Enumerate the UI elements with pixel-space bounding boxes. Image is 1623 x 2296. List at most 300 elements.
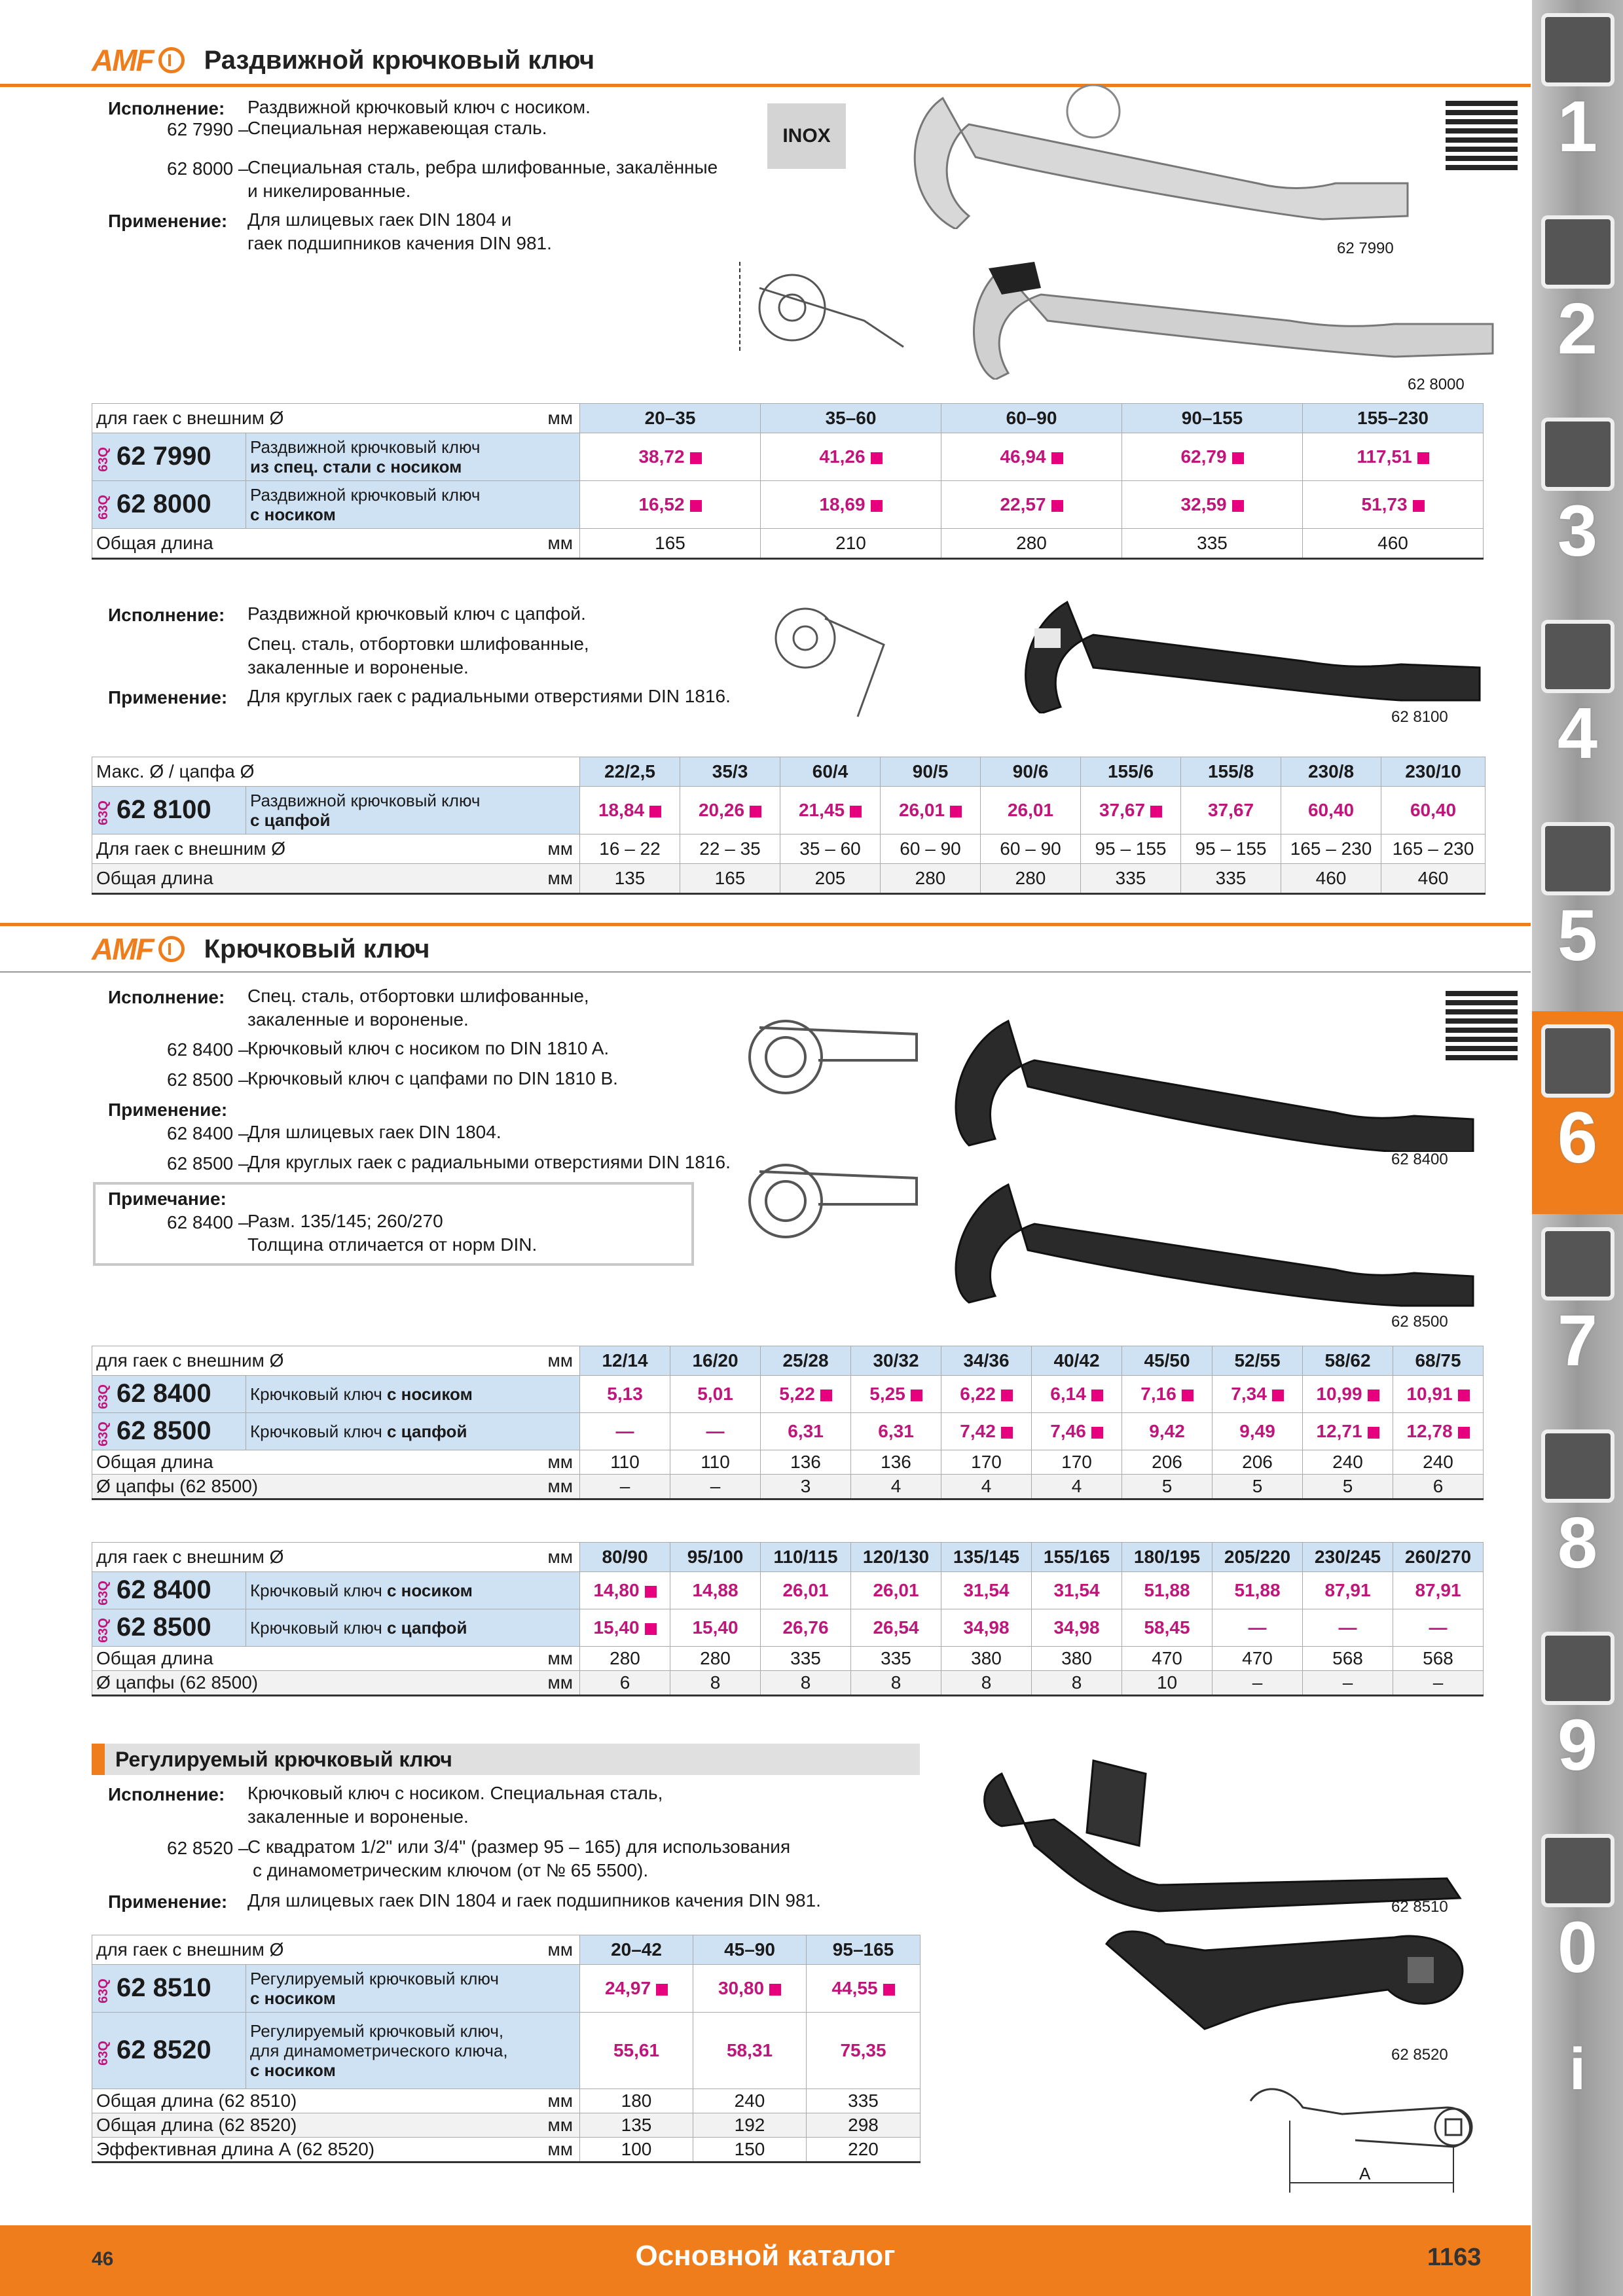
price: 60,40 [1410, 800, 1457, 820]
price: 26,01 [898, 800, 945, 820]
image-caption: 62 8510 [1391, 1898, 1448, 1916]
amf-logo-icon [158, 47, 185, 73]
sidebar-chapter-7[interactable] [1532, 1214, 1623, 1416]
size-col: 22/2,5 [580, 757, 680, 787]
size-col: 16/20 [670, 1346, 761, 1376]
execution-text: закаленные и вороненые. [247, 657, 469, 677]
sidebar-chapter-6[interactable] [1532, 1011, 1623, 1213]
product-name: Регулируемый крючковый ключ, [250, 2021, 504, 2041]
price: 22,57 [1000, 494, 1046, 514]
wrench-diagram-628500 [733, 1152, 923, 1244]
length: 460 [1303, 529, 1484, 559]
code-ref: 62 8400 – [167, 1039, 249, 1060]
qr-code-icon[interactable] [1446, 98, 1518, 170]
sidebar-chapter-4[interactable] [1532, 607, 1623, 809]
sidebar-chapter-3[interactable] [1532, 404, 1623, 607]
cell-value: 136 [851, 1450, 941, 1475]
table-row: 63Q 62 8400 Крючковый ключ с носиком 14,80 14,88 26,01 26,01 31,54 31,54 51,88 51,88 87,91 87,91 [92, 1572, 1484, 1609]
price-table-4 [92, 1542, 1484, 1696]
page-number-right: 1163 [1427, 2244, 1482, 2271]
chapter-number: 1 [1557, 86, 1598, 167]
col-head-label: для гаек с внешним Ø [96, 408, 284, 428]
size-col: 58/62 [1303, 1346, 1393, 1376]
row-label: Эффективная длина А (62 8520) [96, 2139, 375, 2159]
size-col: 40/42 [1032, 1346, 1122, 1376]
price: 31,54 [1053, 1580, 1100, 1600]
image-caption: 62 8100 [1391, 708, 1448, 726]
table-row [92, 2113, 921, 2138]
chapter-number: 4 [1557, 693, 1598, 774]
length: 280 [881, 864, 981, 894]
product-name: Крючковый ключ [250, 1618, 387, 1638]
subsection-title: Регулируемый крючковый ключ [115, 1748, 452, 1771]
cell-value: 4 [941, 1475, 1032, 1499]
price: — [1338, 1617, 1357, 1638]
row-label: Общая длина [96, 1452, 213, 1472]
chapter-number: 0 [1557, 1907, 1598, 1988]
image-caption: 62 8000 [1408, 376, 1465, 393]
nut-range: 35 – 60 [780, 834, 881, 864]
price: 31,54 [963, 1580, 1010, 1600]
table-row: 63Q 62 8520 Регулируемый крючковый ключ, для динамометрического ключа, с носиком 55,61 58,31 75,35 [92, 2013, 921, 2089]
length: 165 [580, 529, 761, 559]
application-text: Для шлицевых гаек DIN 1804 и [247, 209, 512, 230]
price: 62,79 [1180, 446, 1227, 467]
product-code: 62 8100 [117, 795, 211, 824]
length: 135 [580, 864, 680, 894]
product-name: Крючковый ключ [250, 1581, 387, 1600]
chapter-icon [1541, 1024, 1614, 1098]
application-text: Для круглых гаек с радиальными отверстиями DIN 1816. [247, 1152, 731, 1172]
cell-value: 8 [851, 1671, 941, 1696]
unit: мм [547, 2115, 574, 2135]
unit: мм [547, 1350, 574, 1371]
chapter-number: 2 [1557, 289, 1598, 370]
row-label: Общая длина (62 8520) [96, 2115, 297, 2135]
price: 60,40 [1307, 800, 1355, 820]
cell-value: 8 [1032, 1671, 1122, 1696]
product-name-bold: с носиком [250, 505, 336, 524]
price: 46,94 [1000, 446, 1046, 467]
nut-range: 165 – 230 [1281, 834, 1381, 864]
product-name: для динамометрического ключа, [250, 2041, 508, 2060]
chapter-number: 7 [1557, 1300, 1598, 1381]
table-row [92, 1671, 1484, 1696]
price: 9,42 [1149, 1421, 1185, 1441]
divider [0, 971, 1531, 973]
sidebar-chapter-9[interactable] [1532, 1619, 1623, 1821]
application-text: Для шлицевых гаек DIN 1804. [247, 1122, 501, 1142]
code-ref-text: Специальная сталь, ребра шлифованные, закалённые [247, 157, 718, 177]
size-col: 35–60 [761, 404, 941, 433]
label-execution: Исполнение: [108, 98, 225, 118]
cell-value: 335 [851, 1647, 941, 1671]
price: 18,69 [819, 494, 866, 514]
length: 460 [1281, 864, 1381, 894]
cell-value: 5 [1122, 1475, 1213, 1499]
product-code: 62 8400 [117, 1575, 211, 1604]
unit: мм [547, 1648, 574, 1668]
product-code: 62 8000 [117, 489, 211, 518]
chapter-icon [1541, 13, 1614, 86]
cell-value: 6 [580, 1671, 670, 1696]
nut-range: 165 – 230 [1381, 834, 1486, 864]
chapter-icon [1541, 1632, 1614, 1705]
code-ref-text: с динамометрическим ключом (от № 65 5500). [253, 1860, 649, 1880]
price: 87,91 [1324, 1580, 1371, 1600]
price: 117,51 [1357, 446, 1412, 467]
price: 20,26 [698, 800, 745, 820]
section-title: Раздвижной крючковый ключ [204, 45, 595, 75]
price: 26,54 [873, 1617, 919, 1638]
code-ref: 62 8000 – [167, 158, 249, 179]
length: 335 [1181, 864, 1281, 894]
cell-value: 568 [1303, 1647, 1393, 1671]
cell-value: 206 [1122, 1450, 1213, 1475]
cell-value: 10 [1122, 1671, 1213, 1696]
cell-value: 5 [1213, 1475, 1303, 1499]
row-label: Ø цапфы (62 8500) [96, 1476, 259, 1496]
price-table-3 [92, 1346, 1484, 1500]
price: 5,01 [697, 1384, 733, 1404]
wrench-image-628000 [949, 249, 1506, 380]
product-name: Крючковый ключ [250, 1384, 387, 1404]
wrench-diagram-628400 [733, 1008, 923, 1100]
cell-value: 3 [761, 1475, 851, 1499]
wrench-image-628400 [930, 1001, 1480, 1152]
col-head-label: для гаек с внешним Ø [96, 1350, 284, 1371]
wrench-image-628500 [930, 1172, 1480, 1309]
product-name-bold: с цапфой [250, 810, 331, 830]
table-row [92, 529, 1484, 559]
table-row: 63Q 62 8400 Крючковый ключ с носиком 5,13 5,01 5,22 5,25 6,22 6,14 7,16 7,34 10,99 10,91 [92, 1376, 1484, 1413]
chapter-number: i [1569, 2036, 1586, 2102]
size-col: 95/100 [670, 1543, 761, 1572]
price: 51,88 [1144, 1580, 1190, 1600]
unit: мм [547, 2139, 574, 2159]
amf-logo-icon [158, 936, 185, 962]
cell-value: 170 [1032, 1450, 1122, 1475]
price: 15,40 [593, 1617, 640, 1638]
length: 210 [761, 529, 941, 559]
sidebar-chapter-5[interactable] [1532, 809, 1623, 1011]
label-application: Применение: [108, 211, 228, 231]
size-col: 45/50 [1122, 1346, 1213, 1376]
unit: мм [547, 838, 574, 859]
price: 14,80 [593, 1580, 640, 1600]
price: 87,91 [1415, 1580, 1461, 1600]
table-row: 63Q 62 8510 Регулируемый крючковый ключ с носиком 24,97 30,80 44,55 [92, 1965, 921, 2013]
col-head-label: для гаек с внешним Ø [96, 1547, 284, 1567]
table-row: 63Q 62 8500 Крючковый ключ с цапфой — — 6,31 6,31 7,42 7,46 9,42 9,49 12,71 12,78 [92, 1413, 1484, 1450]
label-application: Применение: [108, 1892, 228, 1912]
price: 51,73 [1361, 494, 1408, 514]
image-caption: 62 8400 [1391, 1151, 1448, 1168]
application-text: Для шлицевых гаек DIN 1804 и гаек подшипников качения DIN 981. [247, 1890, 821, 1910]
code-ref: 62 7990 – [167, 119, 249, 139]
label-execution: Исполнение: [108, 987, 225, 1007]
price: 7,46 [1050, 1421, 1086, 1441]
size-col: 230/245 [1303, 1543, 1393, 1572]
code-ref-text: Крючковый ключ с носиком по DIN 1810 A. [247, 1038, 610, 1058]
price: — [706, 1421, 725, 1441]
cell-value: 192 [693, 2113, 807, 2138]
length: 280 [941, 529, 1122, 559]
catalog-title: Основной каталог [635, 2240, 896, 2272]
size-col: 80/90 [580, 1543, 670, 1572]
row-label: Для гаек с внешним Ø [96, 838, 286, 859]
row-label: Общая длина [96, 533, 213, 553]
dimension-label: A [1359, 2164, 1371, 2183]
price: 6,31 [878, 1421, 914, 1441]
table-row [92, 834, 1486, 864]
cell-value: 470 [1213, 1647, 1303, 1671]
table-row [92, 2089, 921, 2113]
size-col: 155–230 [1303, 404, 1484, 433]
price: 15,40 [692, 1617, 739, 1638]
price: 41,26 [819, 446, 866, 467]
cell-value: 380 [1032, 1647, 1122, 1671]
cell-value: 240 [1393, 1450, 1484, 1475]
price: 34,98 [963, 1617, 1010, 1638]
product-code: 62 7990 [117, 441, 211, 471]
table-row [92, 1475, 1484, 1499]
cell-value: 280 [670, 1647, 761, 1671]
size-col: 155/6 [1081, 757, 1181, 787]
size-col: 155/8 [1181, 757, 1281, 787]
cell-value: 135 [580, 2113, 693, 2138]
chapter-number: 8 [1557, 1502, 1598, 1583]
price: 21,45 [798, 800, 845, 820]
sidebar-chapter-1[interactable] [1532, 0, 1623, 202]
unit: мм [547, 1547, 574, 1567]
size-col: 135/145 [941, 1543, 1032, 1572]
size-col: 60–90 [941, 404, 1122, 433]
inox-badge: INOX [767, 103, 846, 169]
product-code: 62 8510 [117, 1973, 211, 2002]
wrench-image-628520 [1093, 1911, 1499, 2042]
product-name: Регулируемый крючковый ключ [250, 1969, 499, 1988]
size-col: 30/32 [851, 1346, 941, 1376]
size-col: 20–35 [580, 404, 761, 433]
execution-text: закаленные и вороненые. [247, 1009, 469, 1030]
cell-value: 4 [1032, 1475, 1122, 1499]
price: 32,59 [1180, 494, 1227, 514]
cell-value: 100 [580, 2138, 693, 2162]
price: 37,67 [1207, 800, 1254, 820]
product-code: 62 8500 [117, 1612, 211, 1641]
cell-value: 380 [941, 1647, 1032, 1671]
price: 38,72 [638, 446, 685, 467]
size-col: 52/55 [1213, 1346, 1303, 1376]
sidebar-chapter-8[interactable] [1532, 1416, 1623, 1619]
application-text: гаек подшипников качения DIN 981. [247, 233, 552, 253]
usage-diagram [733, 249, 917, 367]
table-row [92, 864, 1486, 894]
table-row [92, 2138, 921, 2162]
cell-value: 240 [1303, 1450, 1393, 1475]
row-label: Общая длина (62 8510) [96, 2090, 297, 2111]
amf-logo: AMF [92, 932, 153, 966]
chapter-number: 6 [1557, 1098, 1598, 1179]
size-col: 180/195 [1122, 1543, 1213, 1572]
size-col: 90–155 [1122, 404, 1303, 433]
product-name-bold: с носиком [250, 1988, 336, 2008]
unit: мм [547, 868, 574, 888]
price-table-1 [92, 403, 1484, 560]
subsection-marker [92, 1744, 105, 1775]
cell-value: 180 [580, 2089, 693, 2113]
product-name-bold: с носиком [387, 1384, 473, 1404]
section-header-adjustable [92, 39, 594, 81]
product-name-bold: с носиком [387, 1581, 473, 1600]
price: 9,49 [1239, 1421, 1275, 1441]
chapter-number: 5 [1557, 895, 1598, 977]
page-number-left: 46 [92, 2248, 114, 2270]
code-ref: 62 8520 – [167, 1838, 249, 1858]
label-execution: Исполнение: [108, 605, 225, 625]
usage-diagram [727, 592, 897, 723]
chapter-number: 3 [1557, 491, 1598, 572]
price: 12,78 [1406, 1421, 1453, 1441]
size-col: 95–165 [807, 1935, 921, 1965]
qr-code-icon[interactable] [1446, 988, 1518, 1060]
size-col: 90/6 [981, 757, 1081, 787]
unit: мм [547, 1672, 574, 1693]
execution-text: Крючковый ключ с носиком. Специальная сталь, [247, 1783, 663, 1803]
cell-value: 280 [580, 1647, 670, 1671]
table-row [92, 1647, 1484, 1671]
length: 335 [1122, 529, 1303, 559]
chapter-icon [1541, 822, 1614, 895]
image-caption: 62 7990 [1337, 240, 1394, 257]
note-text: Разм. 135/145; 260/270 [247, 1211, 443, 1231]
divider [0, 923, 1531, 926]
length: 460 [1381, 864, 1486, 894]
size-col: 45–90 [693, 1935, 807, 1965]
cell-value: 298 [807, 2113, 921, 2138]
table-row [92, 1450, 1484, 1475]
product-name: Раздвижной крючковый ключ [250, 791, 481, 810]
code-ref-text: С квадратом 1/2" или 3/4" (размер 95 – 165) для использования [247, 1837, 791, 1857]
cell-value: 240 [693, 2089, 807, 2113]
execution-text: Раздвижной крючковый ключ с носиком. [247, 97, 591, 117]
wrench-image-628510 [962, 1748, 1473, 1918]
table-row: 63Q 62 7990 Раздвижной крючковый ключ из спец. стали с носиком 38,72 41,26 46,94 62,79 117,51 [92, 433, 1484, 481]
size-col: 12/14 [580, 1346, 670, 1376]
price: 26,01 [782, 1580, 829, 1600]
sidebar-chapter-0[interactable] [1532, 1821, 1623, 2023]
price: 12,71 [1316, 1421, 1362, 1441]
chapter-icon [1541, 1227, 1614, 1300]
price: 30,80 [718, 1978, 765, 1998]
price: 37,67 [1099, 800, 1146, 820]
length: 165 [680, 864, 780, 894]
chapter-icon [1541, 1834, 1614, 1907]
nut-range: 95 – 155 [1181, 834, 1281, 864]
chapter-icon [1541, 620, 1614, 693]
wrench-image-627990 [890, 85, 1414, 229]
label-execution: Исполнение: [108, 1784, 225, 1804]
nut-range: 60 – 90 [881, 834, 981, 864]
cell-value: 335 [807, 2089, 921, 2113]
price: 26,01 [873, 1580, 919, 1600]
price: 10,99 [1316, 1384, 1362, 1404]
product-name: Раздвижной крючковый ключ [250, 437, 481, 457]
unit: мм [547, 1452, 574, 1472]
product-name: Раздвижной крючковый ключ [250, 485, 481, 505]
product-name-bold: с носиком [250, 2060, 336, 2080]
unit: мм [547, 1476, 574, 1496]
cell-value: – [1303, 1671, 1393, 1696]
price-table-2 [92, 757, 1486, 895]
chapter-sidebar [1532, 0, 1623, 2296]
cell-value: 4 [851, 1475, 941, 1499]
unit: мм [547, 408, 574, 428]
price: 24,97 [604, 1978, 651, 1998]
price: 7,34 [1231, 1384, 1267, 1404]
product-code: 62 8520 [117, 2035, 211, 2064]
size-col: 230/10 [1381, 757, 1486, 787]
table-row: 63Q 62 8100 Раздвижной крючковый ключ с цапфой 18,84 20,26 21,45 26,01 26,01 37,67 37,67 60,40 60,40 [92, 787, 1486, 834]
size-col: 110/115 [761, 1543, 851, 1572]
cell-value: 110 [580, 1450, 670, 1475]
size-col: 25/28 [761, 1346, 851, 1376]
code-ref-text: Специальная нержавеющая сталь. [247, 118, 547, 138]
product-name-bold: из спец. стали с носиком [250, 457, 462, 476]
price: 6,31 [788, 1421, 824, 1441]
cell-value: 6 [1393, 1475, 1484, 1499]
amf-logo: AMF [92, 43, 153, 77]
chapter-icon [1541, 418, 1614, 491]
unit: мм [547, 533, 574, 553]
length: 280 [981, 864, 1081, 894]
cell-value: 335 [761, 1647, 851, 1671]
price: 44,55 [831, 1978, 878, 1998]
label-note: Примечание: [108, 1189, 227, 1209]
sidebar-chapter-2[interactable] [1532, 202, 1623, 404]
cell-value: 8 [761, 1671, 851, 1696]
price: — [615, 1421, 634, 1441]
unit: мм [547, 2090, 574, 2111]
price: — [1429, 1617, 1448, 1638]
nut-range: 60 – 90 [981, 834, 1081, 864]
price: 18,84 [598, 800, 645, 820]
price: 55,61 [580, 2013, 693, 2089]
price: 7,16 [1140, 1384, 1176, 1404]
sidebar-chapter-i[interactable] [1532, 2023, 1623, 2225]
price: 26,76 [782, 1617, 829, 1638]
label-application: Применение: [108, 1100, 228, 1120]
col-head-label: для гаек с внешним Ø [96, 1939, 284, 1960]
price: 5,25 [869, 1384, 905, 1404]
price: 16,52 [638, 494, 685, 514]
execution-text: Спец. сталь, отбортовки шлифованные, [247, 634, 589, 654]
length: 205 [780, 864, 881, 894]
product-code: 62 8400 [117, 1378, 211, 1408]
section-title: Крючковый ключ [204, 934, 430, 963]
product-name-bold: с цапфой [387, 1422, 467, 1441]
code-ref-text: Крючковый ключ с цапфами по DIN 1810 B. [247, 1068, 618, 1088]
section-header-hook [92, 928, 430, 970]
price: 75,35 [807, 2013, 921, 2089]
cell-value: 568 [1393, 1647, 1484, 1671]
wrench-image-628100 [1002, 589, 1486, 713]
chapter-icon [1541, 1429, 1614, 1503]
note-text: Толщина отличается от норм DIN. [247, 1234, 538, 1255]
price: 58,31 [693, 2013, 807, 2089]
cell-value: 136 [761, 1450, 851, 1475]
